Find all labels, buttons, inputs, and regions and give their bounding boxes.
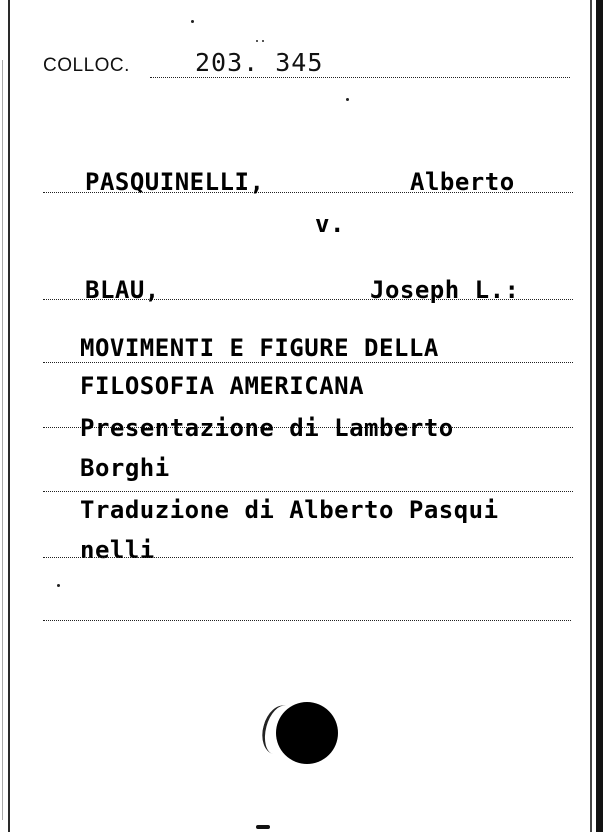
title-line-6: nelli (80, 536, 155, 564)
author-given-name: Alberto (410, 168, 515, 196)
card-left-edge-shadow (2, 60, 3, 820)
bottom-mark (256, 825, 270, 829)
title-line-3: Presentazione di Lamberto (80, 414, 454, 442)
title-line-2: FILOSOFIA AMERICANA (80, 372, 365, 400)
title-line-4: Borghi (80, 454, 170, 482)
title-dotted-line-4 (43, 557, 573, 558)
blank-dotted-line (43, 620, 571, 621)
speck (191, 20, 194, 23)
card-left-edge (8, 0, 10, 832)
ref-given-name: Joseph L.: (370, 276, 520, 304)
card-right-edge-line (590, 0, 592, 832)
ink-blot (276, 702, 338, 764)
speck (256, 40, 258, 42)
speck (346, 98, 349, 101)
ref-surname: BLAU, (85, 276, 160, 304)
colloc-label: COLLOC. (43, 55, 130, 76)
colloc-dotted-line (150, 77, 570, 78)
speck (262, 40, 264, 42)
title-dotted-line-3 (43, 491, 573, 492)
see-also-mark: v. (315, 210, 345, 238)
card-right-edge (596, 0, 603, 832)
title-line-1: MOVIMENTI E FIGURE DELLA (80, 334, 439, 362)
author-surname: PASQUINELLI, (85, 168, 265, 196)
title-line-5: Traduzione di Alberto Pasqui (80, 496, 499, 524)
colloc-value: 203. 345 (195, 48, 324, 77)
title-dotted-line-1 (43, 362, 573, 363)
speck (57, 584, 60, 587)
